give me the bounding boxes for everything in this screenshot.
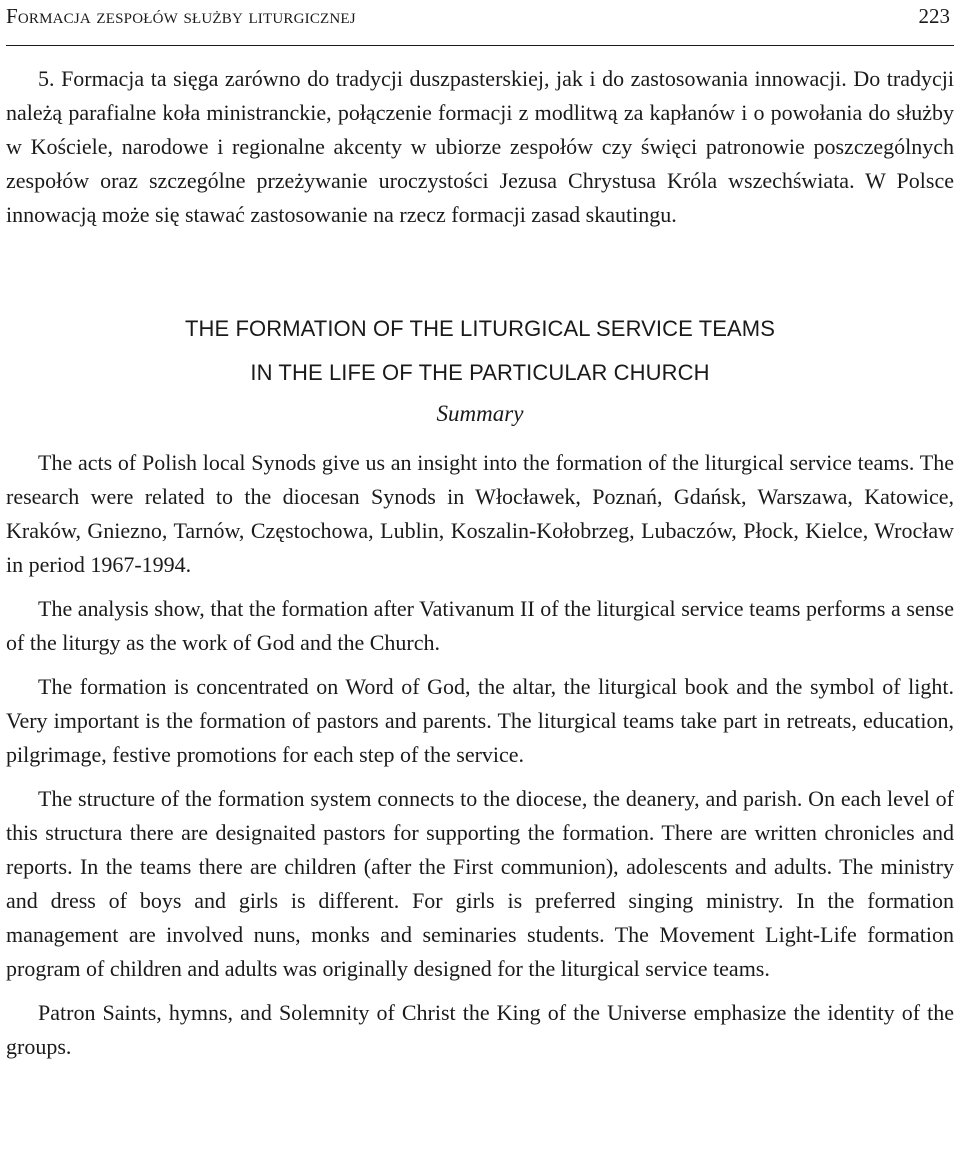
document-page — [6, 0, 954, 1160]
english-summary — [6, 316, 954, 1064]
summary-paragraph: The analysis show, that the formation after Vativanum II of the liturgical service teams performs a sense of the liturgy as the work of God and the Church. — [6, 596, 954, 655]
page-number: 223 — [918, 4, 950, 28]
summary-paragraph: The structure of the formation system connects to the diocese, the deanery, and parish. On each level of this structura there are designaited pastors for supporting the formation. There are written chronicles and reports. In the teams there are children (after the First communion), adolescents and adults. The ministry and dress of boys and girls is different. For girls is preferred singing ministry. In the formation management are involved nuns, monks and seminaries students. The Movement Light-Life formation program of children and adults was originally designed for the liturgical service teams. — [6, 786, 954, 981]
running-head-title: Formacja zespołów służby liturgicznej — [6, 4, 356, 28]
summary-title-line-2: IN THE LIFE OF THE PARTICULAR CHURCH — [250, 360, 710, 385]
summary-paragraph: Patron Saints, hymns, and Solemnity of Christ the King of the Universe emphasize the identity of the groups. — [6, 1000, 954, 1059]
summary-label: Summary — [436, 401, 524, 426]
summary-paragraph: The formation is concentrated on Word of God, the altar, the liturgical book and the symbol of light. Very important is the formation of pastors and parents. The liturgical teams take part in retreats, education, pilgrimage, festive promotions for each step of the service. — [6, 674, 954, 767]
polish-paragraph: 5. Formacja ta sięga zarówno do tradycji duszpasterskiej, jak i do zastosowania innowacji. Do tradycji należą parafialne koła ministranckie, połączenie formacji z modlitwą za kapłanów i o powołania do służby w Kościele, narodowe i regionalne akcenty w ubiorze zespołów czy święci patronowie poszczególnych zespołów oraz szczególne przeżywanie uroczystości Jezusa Chrystusa Króla wszechświata. W Polsce innowacją może się stawać zastosowanie na rzecz formacji zasad skautingu. — [6, 66, 954, 227]
summary-paragraph: The acts of Polish local Synods give us an insight into the formation of the liturgical service teams. The research were related to the diocesan Synods in Włocławek, Poznań, Gdańsk, Warszawa, Katowice, Kraków, Gniezno, Tarnów, Częstochowa, Lublin, Koszalin-Kołobrzeg, Lubaczów, Płock, Kielce, Wrocław in period 1967-1994. — [6, 450, 954, 577]
summary-title-line-1: THE FORMATION OF THE LITURGICAL SERVICE TEAMS — [184, 316, 776, 341]
running-head — [6, 0, 954, 46]
